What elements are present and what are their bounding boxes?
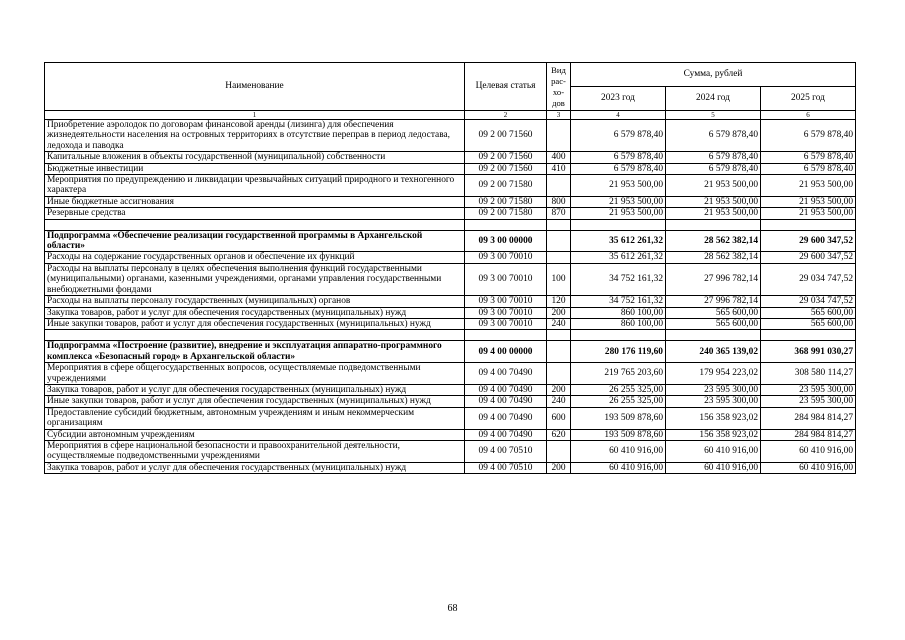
row-sum-2025: 6 579 878,40	[761, 152, 856, 163]
row-expense-type: 800	[547, 196, 571, 207]
row-sum-2025: 23 595 300,00	[761, 396, 856, 407]
table-row	[45, 296, 856, 307]
row-sum-2025: 29 600 347,52	[761, 230, 856, 252]
row-target-code: 09 4 00 70490	[465, 396, 547, 407]
table-row	[45, 440, 856, 462]
empty-cell	[465, 219, 547, 230]
row-expense-type: 410	[547, 163, 571, 174]
subprogram-row	[45, 230, 856, 252]
row-sum-2023: 6 579 878,40	[571, 163, 666, 174]
row-sum-2025: 565 600,00	[761, 307, 856, 318]
row-sum-2025: 29 034 747,52	[761, 296, 856, 307]
table-row	[45, 384, 856, 395]
row-sum-2025: 60 410 916,00	[761, 462, 856, 473]
row-sum-2023: 60 410 916,00	[571, 440, 666, 462]
row-name: Субсидии автономным учреждениям	[45, 429, 465, 440]
table-row	[45, 429, 856, 440]
row-target-code: 09 3 00 70010	[465, 263, 547, 295]
row-expense-type	[547, 440, 571, 462]
table-row	[45, 208, 856, 219]
row-sum-2023: 60 410 916,00	[571, 462, 666, 473]
row-sum-2024: 23 595 300,00	[666, 396, 761, 407]
row-sum-2023: 6 579 878,40	[571, 152, 666, 163]
table-row	[45, 120, 856, 152]
table-body	[45, 120, 856, 474]
row-expense-type: 200	[547, 462, 571, 473]
row-sum-2023: 6 579 878,40	[571, 120, 666, 152]
row-target-code: 09 3 00 00000	[465, 230, 547, 252]
table-row	[45, 318, 856, 329]
table-row	[45, 175, 856, 197]
row-target-code: 09 2 00 71560	[465, 120, 547, 152]
row-sum-2024: 27 996 782,14	[666, 263, 761, 295]
row-sum-2024: 565 600,00	[666, 307, 761, 318]
row-expense-type: 200	[547, 307, 571, 318]
row-sum-2025: 21 953 500,00	[761, 208, 856, 219]
row-sum-2024: 179 954 223,02	[666, 363, 761, 385]
header-row-1	[45, 63, 856, 87]
row-sum-2023: 35 612 261,32	[571, 230, 666, 252]
row-sum-2024: 28 562 382,14	[666, 230, 761, 252]
row-name: Закупка товаров, работ и услуг для обеспечения государственных (муниципальных) нужд	[45, 462, 465, 473]
row-target-code: 09 4 00 70490	[465, 407, 547, 429]
row-sum-2024: 27 996 782,14	[666, 296, 761, 307]
row-expense-type: 240	[547, 318, 571, 329]
col-number: 2	[465, 111, 547, 120]
table-row	[45, 462, 856, 473]
row-sum-2024: 21 953 500,00	[666, 196, 761, 207]
row-sum-2025: 29 034 747,52	[761, 263, 856, 295]
row-name: Расходы на содержание государственных органов и обеспечение их функций	[45, 252, 465, 263]
row-target-code: 09 4 00 70510	[465, 462, 547, 473]
row-name: Закупка товаров, работ и услуг для обеспечения государственных (муниципальных) нужд	[45, 384, 465, 395]
row-target-code: 09 3 00 70010	[465, 318, 547, 329]
row-target-code: 09 2 00 71560	[465, 152, 547, 163]
row-expense-type	[547, 175, 571, 197]
row-expense-type	[547, 230, 571, 252]
row-sum-2023: 26 255 325,00	[571, 384, 666, 395]
row-sum-2024: 23 595 300,00	[666, 384, 761, 395]
row-sum-2023: 26 255 325,00	[571, 396, 666, 407]
header-2024: 2024 год	[666, 87, 761, 111]
empty-cell	[45, 330, 465, 341]
row-sum-2023: 860 100,00	[571, 307, 666, 318]
row-name: Резервные средства	[45, 208, 465, 219]
subprogram-row	[45, 341, 856, 363]
row-expense-type: 200	[547, 384, 571, 395]
row-target-code: 09 3 00 70010	[465, 296, 547, 307]
empty-cell	[45, 219, 465, 230]
table-row	[45, 396, 856, 407]
row-sum-2023: 193 509 878,60	[571, 407, 666, 429]
table-row	[45, 196, 856, 207]
col-number: 6	[761, 111, 856, 120]
row-sum-2023: 34 752 161,32	[571, 263, 666, 295]
header-sum: Сумма, рублей	[571, 63, 856, 87]
row-sum-2024: 60 410 916,00	[666, 462, 761, 473]
row-target-code: 09 2 00 71580	[465, 196, 547, 207]
row-sum-2024: 28 562 382,14	[666, 252, 761, 263]
col-number: 5	[666, 111, 761, 120]
row-sum-2023: 34 752 161,32	[571, 296, 666, 307]
row-name: Иные закупки товаров, работ и услуг для обеспечения государственных (муниципальных) нужд	[45, 318, 465, 329]
row-expense-type	[547, 363, 571, 385]
empty-row	[45, 330, 856, 341]
row-sum-2025: 565 600,00	[761, 318, 856, 329]
row-target-code: 09 4 00 70490	[465, 384, 547, 395]
row-target-code: 09 4 00 70510	[465, 440, 547, 462]
row-name: Мероприятия в сфере национальной безопасности и правоохранительной деятельности, осуществляемые подведомственными учреждениями	[45, 440, 465, 462]
col-number: 3	[547, 111, 571, 120]
row-sum-2024: 21 953 500,00	[666, 208, 761, 219]
header-target: Целевая статья	[465, 63, 547, 111]
row-sum-2023: 860 100,00	[571, 318, 666, 329]
row-expense-type: 870	[547, 208, 571, 219]
row-name: Капитальные вложения в объекты государственной (муниципальной) собственности	[45, 152, 465, 163]
row-sum-2025: 21 953 500,00	[761, 175, 856, 197]
empty-cell	[547, 219, 571, 230]
table-row	[45, 163, 856, 174]
row-expense-type	[547, 120, 571, 152]
row-sum-2023: 219 765 203,60	[571, 363, 666, 385]
header-2023: 2023 год	[571, 87, 666, 111]
row-sum-2024: 565 600,00	[666, 318, 761, 329]
row-sum-2025: 284 984 814,27	[761, 429, 856, 440]
row-target-code: 09 2 00 71560	[465, 163, 547, 174]
row-sum-2023: 21 953 500,00	[571, 175, 666, 197]
row-sum-2025: 6 579 878,40	[761, 163, 856, 174]
empty-cell	[666, 219, 761, 230]
row-sum-2023: 21 953 500,00	[571, 208, 666, 219]
row-sum-2025: 368 991 030,27	[761, 341, 856, 363]
row-expense-type: 400	[547, 152, 571, 163]
table-row	[45, 263, 856, 295]
row-name: Мероприятия в сфере общегосударственных вопросов, осуществляемые подведомственными учреждениями	[45, 363, 465, 385]
row-sum-2023: 193 509 878,60	[571, 429, 666, 440]
row-sum-2025: 60 410 916,00	[761, 440, 856, 462]
empty-cell	[571, 330, 666, 341]
empty-cell	[666, 330, 761, 341]
column-number-row	[45, 111, 856, 120]
row-name: Бюджетные инвестиции	[45, 163, 465, 174]
table-row	[45, 252, 856, 263]
row-sum-2024: 156 358 923,02	[666, 429, 761, 440]
row-sum-2024: 240 365 139,02	[666, 341, 761, 363]
empty-cell	[465, 330, 547, 341]
empty-cell	[571, 219, 666, 230]
row-sum-2024: 6 579 878,40	[666, 163, 761, 174]
row-sum-2025: 284 984 814,27	[761, 407, 856, 429]
row-expense-type: 100	[547, 263, 571, 295]
row-sum-2023: 280 176 119,60	[571, 341, 666, 363]
row-name: Приобретение аэролодок по договорам финансовой аренды (лизинга) для обеспечения жизнедеятельности населения на островных территориях в отсутствие переправ в период ледостава, ледохода и паводка	[45, 120, 465, 152]
header-2025: 2025 год	[761, 87, 856, 111]
empty-cell	[547, 330, 571, 341]
row-name: Подпрограмма «Обеспечение реализации государственной программы в Архангельской области»	[45, 230, 465, 252]
row-name: Расходы на выплаты персоналу государственных (муниципальных) органов	[45, 296, 465, 307]
empty-cell	[761, 330, 856, 341]
row-name: Мероприятия по предупреждению и ликвидации чрезвычайных ситуаций природного и техногенного характера	[45, 175, 465, 197]
row-name: Иные закупки товаров, работ и услуг для обеспечения государственных (муниципальных) нужд	[45, 396, 465, 407]
row-name: Предоставление субсидий бюджетным, автономным учреждениям и иным некоммерческим организациям	[45, 407, 465, 429]
header-type: Вид рас-хо-дов	[547, 63, 571, 111]
row-sum-2025: 23 595 300,00	[761, 384, 856, 395]
row-sum-2023: 35 612 261,32	[571, 252, 666, 263]
row-target-code: 09 4 00 00000	[465, 341, 547, 363]
row-sum-2025: 6 579 878,40	[761, 120, 856, 152]
row-name: Расходы на выплаты персоналу в целях обеспечения выполнения функций государственными (муниципальными) органами, казенными учреждениями, органами управления государственными внебюджетными фондами	[45, 263, 465, 295]
row-name: Закупка товаров, работ и услуг для обеспечения государственных (муниципальных) нужд	[45, 307, 465, 318]
budget-table	[44, 62, 856, 474]
row-target-code: 09 4 00 70490	[465, 363, 547, 385]
row-target-code: 09 3 00 70010	[465, 307, 547, 318]
row-sum-2023: 21 953 500,00	[571, 196, 666, 207]
col-number: 4	[571, 111, 666, 120]
row-expense-type: 240	[547, 396, 571, 407]
row-sum-2025: 308 580 114,27	[761, 363, 856, 385]
row-expense-type: 620	[547, 429, 571, 440]
table-row	[45, 152, 856, 163]
empty-cell	[761, 219, 856, 230]
row-sum-2024: 60 410 916,00	[666, 440, 761, 462]
col-number: 1	[45, 111, 465, 120]
row-expense-type: 600	[547, 407, 571, 429]
row-expense-type	[547, 252, 571, 263]
row-sum-2025: 29 600 347,52	[761, 252, 856, 263]
row-name: Подпрограмма «Построение (развитие), внедрение и эксплуатация аппаратно-программного комплекса «Безопасный город» в Архангельской области»	[45, 341, 465, 363]
row-target-code: 09 3 00 70010	[465, 252, 547, 263]
row-target-code: 09 4 00 70490	[465, 429, 547, 440]
empty-row	[45, 219, 856, 230]
table-row	[45, 363, 856, 385]
row-sum-2024: 6 579 878,40	[666, 152, 761, 163]
table-row	[45, 307, 856, 318]
row-name: Иные бюджетные ассигнования	[45, 196, 465, 207]
row-sum-2024: 156 358 923,02	[666, 407, 761, 429]
page-number: 68	[447, 603, 458, 614]
row-target-code: 09 2 00 71580	[465, 175, 547, 197]
row-expense-type: 120	[547, 296, 571, 307]
row-target-code: 09 2 00 71580	[465, 208, 547, 219]
header-name: Наименование	[45, 63, 465, 111]
row-sum-2024: 6 579 878,40	[666, 120, 761, 152]
row-sum-2024: 21 953 500,00	[666, 175, 761, 197]
row-expense-type	[547, 341, 571, 363]
row-sum-2025: 21 953 500,00	[761, 196, 856, 207]
table-row	[45, 407, 856, 429]
